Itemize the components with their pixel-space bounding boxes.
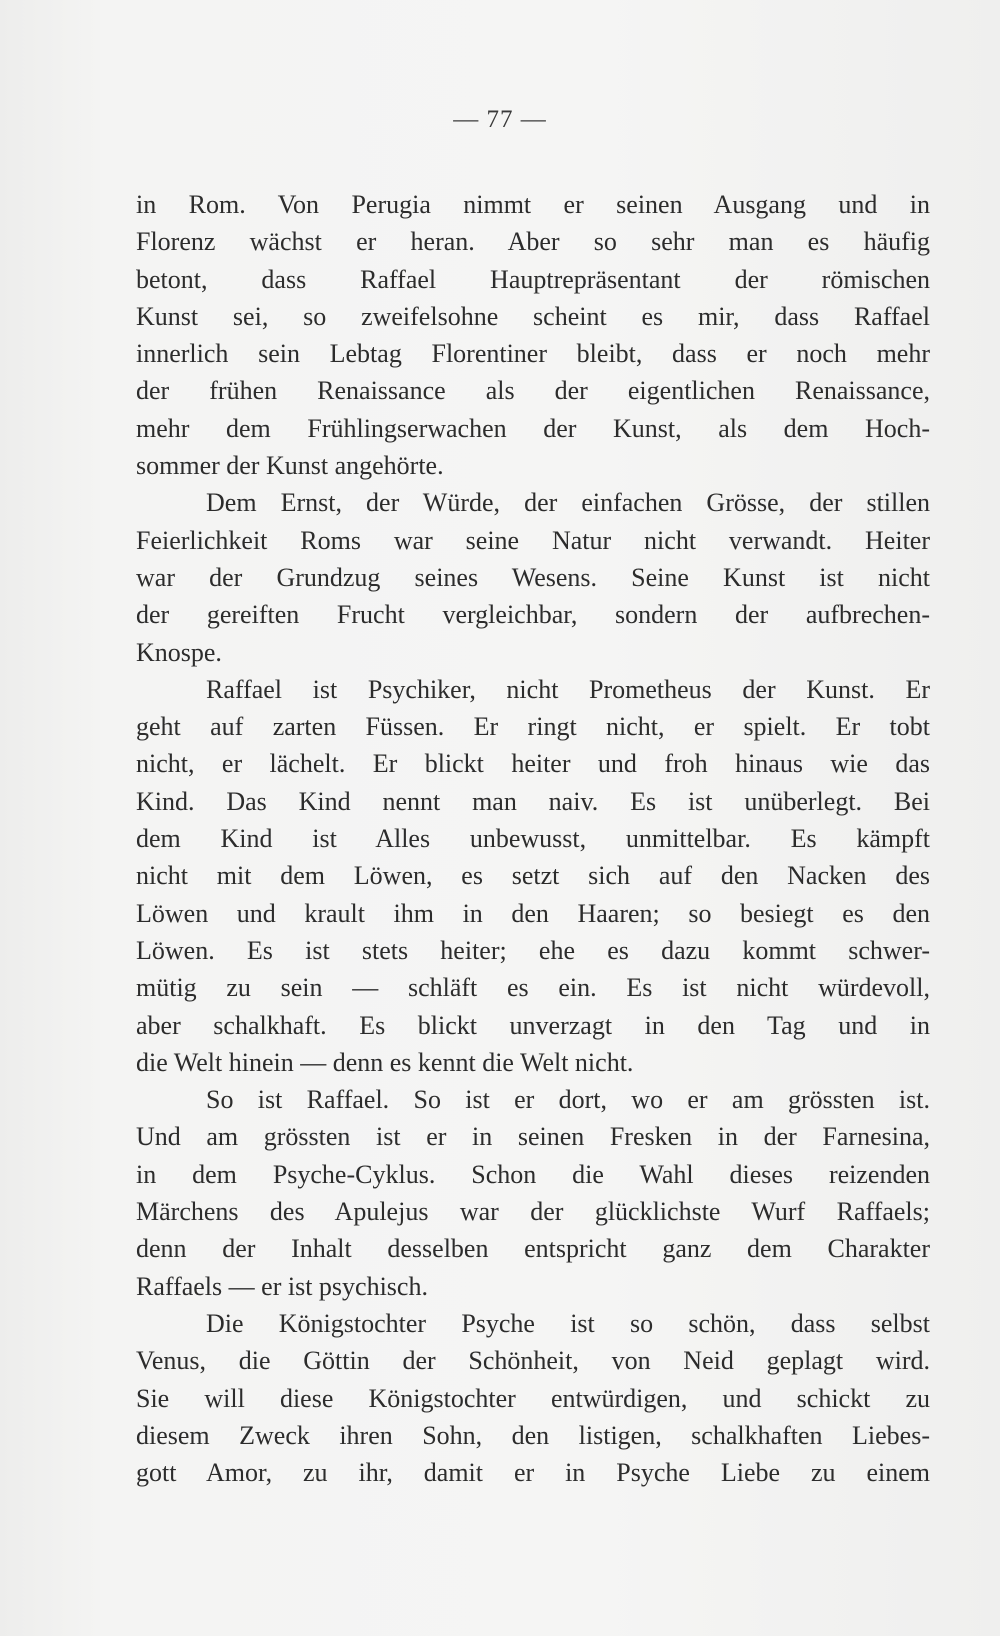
text-line: war der Grundzug seines Wesens. Seine Kunst ist nicht: [136, 562, 930, 592]
text-line: in Rom. Von Perugia nimmt er seinen Ausgang und in: [136, 190, 930, 219]
text-line: Dem Ernst, der Würde, der einfachen Grösse, der stillen: [206, 488, 930, 518]
text-line: Sie will diese Königstochter entwürdigen, und schickt zu: [136, 1383, 930, 1413]
text-line: innerlich sein Lebtag Florentiner bleibt, dass er noch mehr: [136, 339, 930, 369]
text-line: in dem Psyche-Cyklus. Schon die Wahl dieses reizenden: [136, 1159, 930, 1189]
text-line: betont, dass Raffael Hauptrepräsentant der römischen: [136, 264, 930, 294]
text-line: gott Amor, zu ihr, damit er in Psyche Liebe zu einem: [136, 1458, 930, 1488]
text-line: der gereiften Frucht vergleichbar, sondern der aufbrechen-: [136, 600, 930, 630]
text-line: denn der Inhalt desselben entspricht ganz dem Charakter: [136, 1234, 930, 1264]
body-text: [136, 186, 930, 1491]
text-line: Florenz wächst er heran. Aber so sehr man es häufig: [136, 227, 930, 257]
text-line: Raffael ist Psychiker, nicht Prometheus der Kunst. Er: [206, 674, 930, 704]
text-line: nicht mit dem Löwen, es setzt sich auf den Nacken des: [136, 861, 930, 891]
text-line: sommer der Kunst angehörte.: [136, 451, 444, 481]
text-line: Löwen. Es ist stets heiter; ehe es dazu kommt schwer-: [136, 935, 930, 965]
text-line: So ist Raffael. So ist er dort, wo er am grössten ist.: [206, 1085, 930, 1115]
text-line: Raffaels — er ist psychisch.: [136, 1271, 428, 1301]
text-line: diesem Zweck ihren Sohn, den listigen, schalkhaften Liebes-: [136, 1420, 930, 1450]
text-line: Venus, die Göttin der Schönheit, von Neid geplagt wird.: [136, 1346, 930, 1376]
text-line: Feierlichkeit Roms war seine Natur nicht verwandt. Heiter: [136, 525, 930, 555]
text-line: Die Königstochter Psyche ist so schön, dass selbst: [206, 1308, 930, 1338]
text-line: Knospe.: [136, 637, 222, 667]
text-line: Kind. Das Kind nennt man naiv. Es ist unüberlegt. Bei: [136, 786, 930, 816]
text-line: mehr dem Frühlingserwachen der Kunst, als dem Hoch-: [136, 413, 930, 443]
text-line: Märchens des Apulejus war der glücklichste Wurf Raffaels;: [136, 1197, 930, 1227]
text-line: geht auf zarten Füssen. Er ringt nicht, er spielt. Er tobt: [136, 712, 930, 742]
text-line: aber schalkhaft. Es blickt unverzagt in den Tag und in: [136, 1010, 930, 1040]
text-line: Und am grössten ist er in seinen Fresken in der Farnesina,: [136, 1122, 930, 1152]
page-number: — 77 —: [453, 106, 547, 133]
text-line: Kunst sei, so zweifelsohne scheint es mir, dass Raffael: [136, 301, 930, 331]
text-line: dem Kind ist Alles unbewusst, unmittelbar. Es kämpft: [136, 824, 930, 854]
text-line: Löwen und krault ihm in den Haaren; so besiegt es den: [136, 898, 930, 928]
text-line: der frühen Renaissance als der eigentlichen Renaissance,: [136, 376, 930, 406]
text-line: die Welt hinein — denn es kennt die Welt nicht.: [136, 1047, 634, 1077]
text-line: nicht, er lächelt. Er blickt heiter und froh hinaus wie das: [136, 749, 930, 779]
text-line: mütig zu sein — schläft es ein. Es ist nicht würdevoll,: [136, 973, 930, 1003]
